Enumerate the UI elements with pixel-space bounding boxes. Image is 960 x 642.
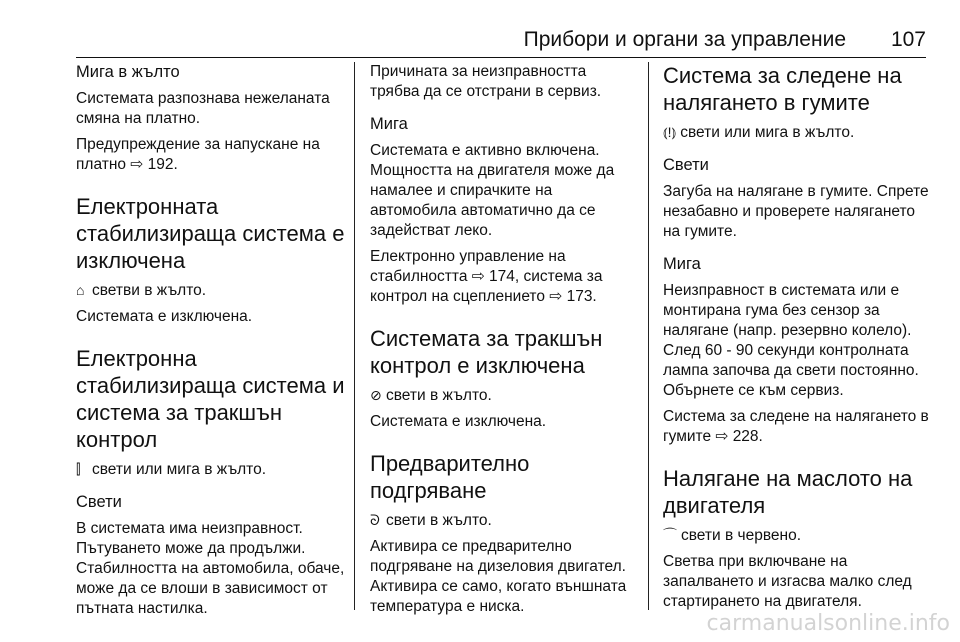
paragraph-link[interactable]: Предупреждение за напускане на платно ⇨ 192. <box>76 136 320 173</box>
tire-pressure-icon: ⦅!⦆ <box>663 124 677 140</box>
paragraph: Светва при включване на запалването и изгасва малко след стартирането на двигателя. <box>663 553 912 610</box>
paragraph: Системата е изключена. <box>370 413 547 430</box>
indicator-text: свети или мига в жълто. <box>680 124 855 141</box>
header-rule <box>76 57 926 58</box>
paragraph: Системата е изключена. <box>76 308 253 325</box>
paragraph-link[interactable]: Система за следене на налягането в гумите ⇨ 228. <box>663 408 929 445</box>
heading-blink: Мига <box>370 115 408 133</box>
esc-off-icon: ⌂ <box>76 282 85 298</box>
heading-lit: Свети <box>663 156 709 174</box>
paragraph: В системата има неизправност. Пътуването може да продължи. Стабилността на автомобила, обаче, може да се влоши в зависимост от пътната настилка. <box>76 520 345 617</box>
indicator-line <box>663 525 931 546</box>
heading-blink: Мига <box>663 255 701 273</box>
heading-lit: Свети <box>76 493 122 511</box>
column-3 <box>663 62 931 612</box>
column-divider <box>354 62 355 610</box>
indicator-text: свети в червено. <box>681 527 802 544</box>
paragraph: Причината за неизправността трябва да се отстрани в сервиз. <box>370 63 602 100</box>
indicator-text: светви в жълто. <box>92 282 207 299</box>
watermark: carmanualsonline.info <box>706 611 950 636</box>
oil-can-icon: ⌒ <box>663 527 677 543</box>
indicator-text: свети или мига в жълто. <box>92 461 267 478</box>
paragraph: Системата е активно включена. Мощността на двигателя може да намалее и спирачките на автомобила автоматично да се задействат леко. <box>370 142 615 239</box>
heading-tc-off: Системата за тракшън контрол е изключена <box>370 326 603 378</box>
indicator-text: свети в жълто. <box>386 512 492 529</box>
indicator-line <box>663 122 931 143</box>
indicator-line <box>76 280 346 301</box>
heading-blink-yellow: Мига в жълто <box>76 63 180 81</box>
column-divider <box>648 62 649 610</box>
paragraph: Активира се предварително подгряване на дизеловия двигател. Активира се само, когато външната температура е ниска. <box>370 538 627 615</box>
indicator-line <box>370 510 638 531</box>
column-2 <box>370 62 638 617</box>
indicator-line <box>370 385 638 406</box>
heading-preheat: Предварително подгряване <box>370 451 530 503</box>
heading-esc-off: Електронната стабилизираща система е изключена <box>76 194 345 273</box>
glow-plug-icon: ᘐ <box>370 512 380 528</box>
paragraph: Загуба на налягане в гумите. Спрете незабавно и проверете налягането на гумите. <box>663 183 929 240</box>
heading-tpms: Система за следене на налягането в гумите <box>663 63 902 115</box>
header-title: Прибори и органи за управление <box>523 28 846 51</box>
traction-control-off-icon: ⊘ <box>370 387 382 403</box>
heading-oil-pressure: Налягане на маслото на двигателя <box>663 466 913 518</box>
heading-esc-tc: Електронна стабилизираща система и система за тракшън контрол <box>76 346 345 452</box>
page-number: 107 <box>890 28 926 51</box>
esc-tc-icon: ⫿ <box>76 461 81 477</box>
indicator-line <box>76 459 346 480</box>
paragraph: Системата разпознава нежеланата смяна на платно. <box>76 90 330 127</box>
indicator-text: свети в жълто. <box>386 387 492 404</box>
column-1 <box>76 62 346 619</box>
page-header <box>76 26 926 56</box>
paragraph-link[interactable]: Електронно управление на стабилността ⇨ 174, система за контрол на сцеплението ⇨ 173. <box>370 248 603 305</box>
paragraph: Неизправност в системата или е монтирана гума без сензор за налягане (напр. резервно колело). След 60 - 90 секунди контролната лампа започва да свети постоянно. Обърнете се към сервиз. <box>663 282 919 399</box>
